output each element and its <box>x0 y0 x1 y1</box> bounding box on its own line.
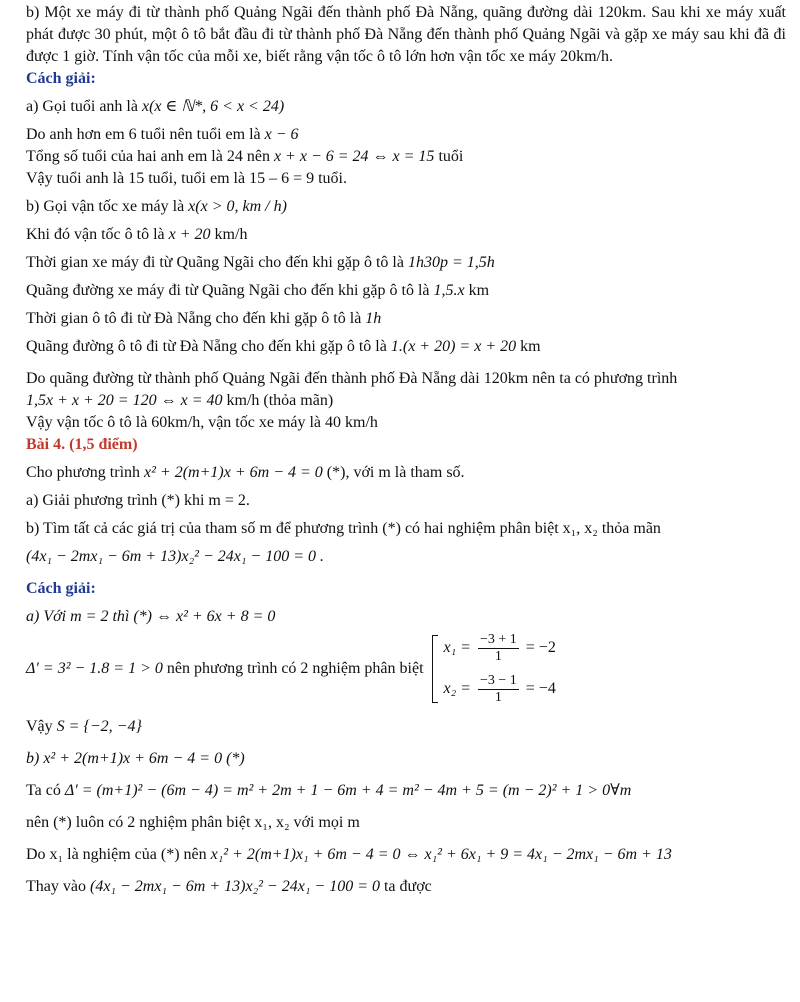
solution-line: Do quãng đường từ thành phố Quảng Ngãi đến thành phố Đà Nẵng dài 120km nên ta có phương trình <box>26 370 678 387</box>
solution-heading: Cách giải: <box>26 580 96 597</box>
solution-line: Thời gian ô tô đi từ Đà Nẵng cho đến khi gặp ô tô là 1h <box>26 310 382 327</box>
root-x2: x₂ = $\frac{-3 - 1}{1}$ = −4 <box>443 673 556 705</box>
problem-4-intro: Cho phương trình x² + 2(m+1)x + 6m − 4 = 0 (*), với m là tham số. <box>26 464 465 481</box>
solution-line: b) x² + 2(m+1)x + 6m − 4 = 0 (*) <box>26 750 245 767</box>
solution-line: Do x₁ là nghiệm của (*) nên x₁² + 2(m+1)x₁ + 6m − 4 = 0 ⇔ x₁² + 6x₁ + 9 = 4x₁ − 2mx₁ − 6m + 13 <box>26 846 672 863</box>
solution-line: Vậy vận tốc ô tô là 60km/h, vận tốc xe máy là 40 km/h <box>26 414 378 431</box>
solution-line: Ta có Δ′ = (m+1)² − (6m − 4) = m² + 2m + 1 − 6m + 4 = m² − 4m + 5 = (m − 2)² + 1 > 0∀m <box>26 782 632 799</box>
solution-line: 1,5x + x + 20 = 120 ⇔ x = 40 km/h (thỏa mãn) <box>26 392 334 409</box>
solution-line: Quãng đường ô tô đi từ Đà Nẵng cho đến khi gặp ô tô là 1.(x + 20) = x + 20 km <box>26 338 541 355</box>
solution-line: nên (*) luôn có 2 nghiệm phân biệt x₁, x₂ với mọi m <box>26 814 360 831</box>
solution-line: Vậy tuổi anh là 15 tuổi, tuổi em là 15 – 6 = 9 tuổi. <box>26 170 347 187</box>
solution-line: Khi đó vận tốc ô tô là x + 20 km/h <box>26 226 248 243</box>
solution-line: a) Gọi tuổi anh là x(x ∈ ℕ*, 6 < x < 24) <box>26 98 285 115</box>
solution-line: Do anh hơn em 6 tuổi nên tuổi em là x − 6 <box>26 126 299 143</box>
solution-line: b) Gọi vận tốc xe máy là x(x > 0, km / h) <box>26 198 287 215</box>
solution-line: Tổng số tuổi của hai anh em là 24 nên x + x − 6 = 24 ⇔ x = 15 tuổi <box>26 148 464 165</box>
problem-4-condition: (4x₁ − 2mx₁ − 6m + 13)x₂² − 24x₁ − 100 = 0 . <box>26 548 324 565</box>
problem-4-part-b: b) Tìm tất cả các giá trị của tham số m để phương trình (*) có hai nghiệm phân biệt x₁, x₂ thỏa mãn <box>26 520 661 537</box>
bracket <box>432 635 438 703</box>
problem-4-title: Bài 4. (1,5 điểm) <box>26 436 138 453</box>
root-x1: x₁ = $\frac{-3 + 1}{1}$ = −2 <box>443 632 556 664</box>
solution-line: Quãng đường xe máy đi từ Quãng Ngãi cho đến khi gặp ô tô là 1,5.x km <box>26 282 490 299</box>
solution-line: Vậy S = {−2, −4} <box>26 718 142 735</box>
solution-heading: Cách giải: <box>26 70 96 87</box>
problem-part-b: b) Một xe máy đi từ thành phố Quảng Ngãi đến thành phố Đà Nẵng, quãng đường dài 120km. Sau khi xe máy xuất phát được 30 phút, một ô tô bắt đầu đi từ thành phố Đà Nẵng đến thành phố Quảng Ngãi và gặp xe máy sau khi đã đi được 1 giờ. Tính vận tốc của mỗi xe, biết rằng vận tốc ô tô lớn hơn vận tốc xe máy 20km/h. <box>26 4 786 65</box>
solution-line: Thời gian xe máy đi từ Quãng Ngãi cho đến khi gặp ô tô là 1h30p = 1,5h <box>26 254 495 271</box>
solution-line: a) Với m = 2 thì (*) ⇔ x² + 6x + 8 = 0 <box>26 608 276 625</box>
problem-4-part-a: a) Giải phương trình (*) khi m = 2. <box>26 492 250 509</box>
solution-line: Thay vào (4x₁ − 2mx₁ − 6m + 13)x₂² − 24x₁ − 100 = 0 ta được <box>26 878 432 895</box>
roots-system: Δ′ = 3² − 1.8 = 1 > 0 nên phương trình có 2 nghiệm phân biệt x₁ = $\frac{-3 + 1}{1}$ = −2 x₂ = $\frac{-3 - 1}{1}$ = −4 <box>26 632 556 705</box>
